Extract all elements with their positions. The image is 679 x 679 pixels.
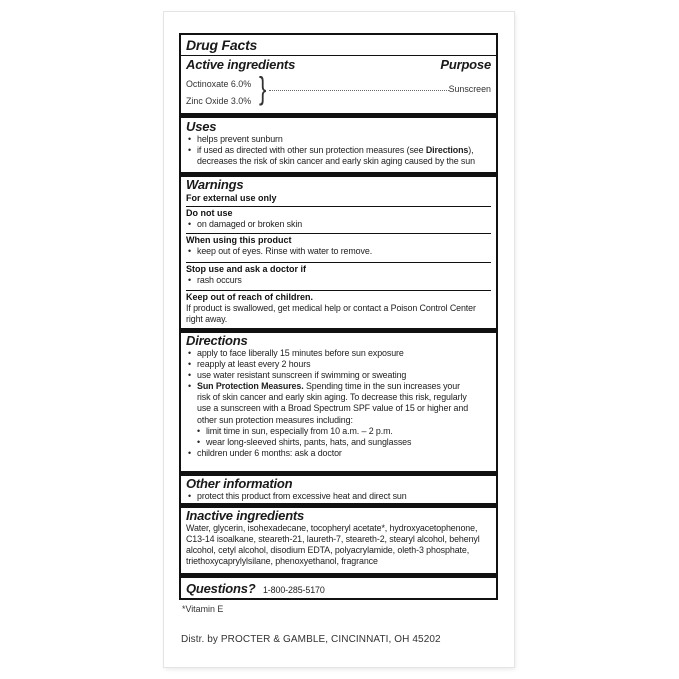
directions-sub-item: • wear long-sleeved shirts, pants, hats, and sunglasses — [186, 437, 491, 448]
inactive-ingredients-heading: Inactive ingredients — [186, 508, 305, 523]
drug-facts-header — [181, 37, 496, 53]
directions-item: • reapply at least every 2 hours — [186, 359, 491, 370]
divider — [181, 113, 496, 118]
sun-protection-text: risk of skin cancer and early skin aging. To decrease this risk, regularly — [197, 392, 467, 403]
when-using-heading: When using this product — [186, 235, 292, 245]
ingredient-zinc-oxide: Zinc Oxide 3.0% — [186, 96, 252, 106]
warnings-section — [181, 177, 496, 204]
do-not-use-item: • on damaged or broken skin — [186, 219, 491, 230]
active-ingredients-heading: Active ingredients — [186, 57, 296, 72]
directions-heading: Directions — [186, 333, 248, 348]
uses-section — [181, 119, 496, 167]
purpose-sunscreen: Sunscreen — [448, 84, 491, 94]
when-using-block — [181, 235, 496, 257]
uses-item: • helps prevent sunburn — [186, 134, 491, 145]
inactive-ingredients-line: Water, glycerin, isohexadecane, tocopheryl acetate*, hydroxyacetophenone, — [186, 523, 478, 533]
divider — [181, 55, 496, 56]
warnings-heading: Warnings — [186, 177, 244, 192]
do-not-use-heading: Do not use — [186, 208, 233, 218]
leader-dots — [269, 90, 449, 91]
questions-heading: Questions? — [186, 581, 256, 596]
uses-item-cont: decreases the risk of skin cancer and early skin aging caused by the sun — [197, 156, 475, 167]
other-information-section — [181, 476, 496, 502]
directions-item: • use water resistant sunscreen if swimming or sweating — [186, 370, 491, 381]
ingredient-octinoxate: Octinoxate 6.0% — [186, 79, 252, 89]
drug-facts-panel — [179, 33, 498, 600]
uses-item: • if used as directed with other sun protection measures (see Directions), — [186, 145, 491, 156]
questions-phone: 1-800-285-5170 — [262, 585, 325, 595]
sun-protection-item: • Sun Protection Measures. Spending time in the sun increases your — [186, 381, 491, 392]
drug-facts-title: Drug Facts — [186, 37, 258, 53]
stop-use-heading: Stop use and ask a doctor if — [186, 264, 307, 274]
uses-heading: Uses — [186, 119, 217, 134]
directions-section — [181, 333, 496, 459]
keep-out-text-cont: right away. — [186, 314, 228, 325]
sun-protection-text: use a sunscreen with a Broad Spectrum SPF value of 15 or higher and — [197, 403, 469, 414]
divider — [186, 233, 491, 234]
inactive-ingredients-section — [181, 508, 496, 567]
sun-protection-label: Sun Protection Measures. — [197, 381, 304, 392]
stop-use-block — [181, 264, 496, 286]
active-ingredients-section — [181, 57, 496, 112]
directions-item: • apply to face liberally 15 minutes before sun exposure — [186, 348, 491, 359]
when-using-item: • keep out of eyes. Rinse with water to remove. — [186, 246, 491, 257]
brace-glyph: } — [259, 70, 267, 107]
divider — [181, 573, 496, 578]
inactive-ingredients-line: C13-14 isoalkane, steareth-21, laureth-7, steareth-2, stearyl alcohol, behenyl — [186, 534, 480, 545]
sun-protection-text: other sun protection measures including: — [197, 414, 353, 425]
keep-out-block — [181, 292, 496, 325]
keep-out-heading: Keep out of reach of children. — [186, 292, 314, 302]
stop-use-item: • rash occurs — [186, 275, 491, 286]
vitamin-e-footnote: *Vitamin E — [182, 604, 224, 614]
directions-item: • children under 6 months: ask a doctor — [186, 448, 491, 459]
questions-section — [181, 580, 496, 598]
keep-out-text: If product is swallowed, get medical help or contact a Poison Control Center — [186, 303, 476, 313]
external-use-text: For external use only — [186, 193, 277, 203]
inactive-ingredients-line: triethoxycaprylylsilane, phenoxyethanol, fragrance — [186, 556, 378, 567]
directions-ref: Directions — [425, 145, 469, 156]
divider — [186, 206, 491, 207]
other-information-item: • protect this product from excessive heat and direct sun — [186, 491, 491, 502]
divider — [186, 290, 491, 291]
purpose-heading: Purpose — [440, 57, 491, 72]
inactive-ingredients-line: alcohol, cetyl alcohol, disodium EDTA, polyacrylamide, oleth-3 phosphate, — [186, 545, 470, 556]
other-information-heading: Other information — [186, 476, 293, 491]
distributor-line: Distr. by PROCTER & GAMBLE, CINCINNATI, OH 45202 — [181, 634, 441, 645]
directions-sub-item: • limit time in sun, especially from 10 a.m. – 2 p.m. — [186, 426, 491, 437]
do-not-use-block — [181, 208, 496, 230]
divider — [186, 262, 491, 263]
